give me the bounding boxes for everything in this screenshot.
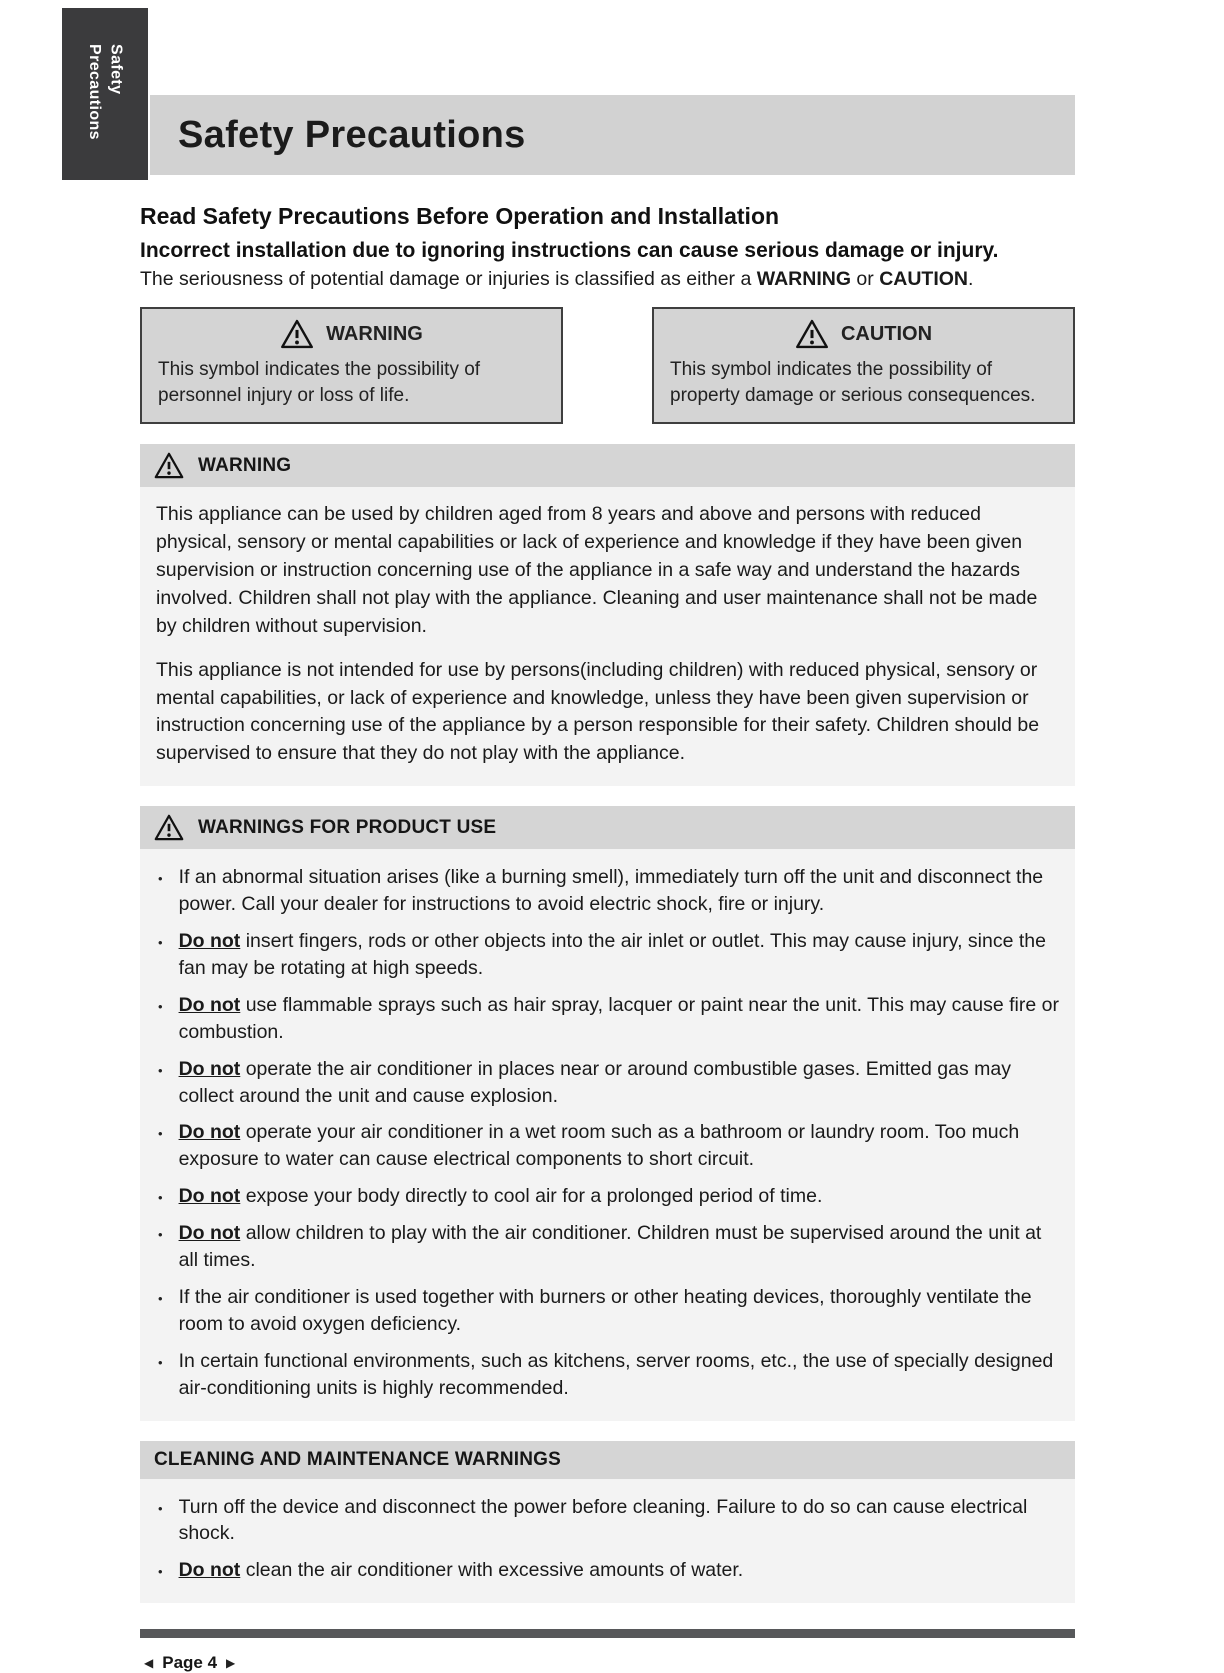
bullet-icon: • <box>158 1062 163 1078</box>
cleaning-bullet-list <box>140 1479 1075 1604</box>
list-item: • Do not clean the air conditioner with excessive amounts of water. <box>144 1552 1065 1589</box>
cleaning-section-title: CLEANING AND MAINTENANCE WARNINGS <box>154 1448 562 1470</box>
page-number-label: Page 4 <box>162 1653 218 1673</box>
bullet-icon: • <box>158 871 163 887</box>
warning-paragraph: This appliance can be used by children aged from 8 years and above and persons with reduced physical, sensory or mental capabilities or lack of experience and knowledge if they have been given supervision or instruction concerning use of the appliance in a safe way and understand the hazards involved. Children shall not play with the appliance. Cleaning and user maintenance shall not be made by children without supervision. <box>156 503 1038 637</box>
bullet-icon: • <box>158 934 163 950</box>
previous-page-icon[interactable]: ◀ <box>144 1656 154 1671</box>
page-title: Safety Precautions <box>178 113 526 156</box>
classification-prefix: The seriousness of potential damage or injuries is classified as either a <box>140 268 757 290</box>
list-item: • Do not use flammable sprays such as hair spray, lacquer or paint near the unit. This may cause fire or combustion. <box>144 987 1065 1051</box>
intro-subheading: Incorrect installation due to ignoring instructions can cause serious damage or injury. <box>140 239 999 262</box>
caution-keyword: CAUTION <box>879 268 969 290</box>
bullet-icon: • <box>158 1564 163 1580</box>
classification-suffix: . <box>968 268 974 290</box>
bullet-icon: • <box>158 1227 163 1243</box>
bullet-icon: • <box>158 1290 163 1306</box>
warning-box-description: This symbol indicates the possibility of personnel injury or loss of life. <box>158 359 481 406</box>
bullet-icon: • <box>158 998 163 1014</box>
list-item: • If an abnormal situation arises (like a burning smell), immediately turn off the unit and disconnect the power. Call your dealer for instructions to avoid electric shock, fire or injury. <box>144 859 1065 923</box>
warning-paragraph: This appliance is not intended for use by persons(including children) with reduced physical, sensory or mental capabilities, or lack of experience and knowledge, unless they have been given supervision or instruction concerning use of the appliance by a person responsible for their safety. Children should be supervised to ensure that they do not play with the appliance. <box>156 658 1040 765</box>
classification-line <box>140 268 1075 291</box>
warning-symbol-box <box>140 307 563 424</box>
warning-section-title: WARNING <box>198 454 292 476</box>
warning-section-body <box>140 487 1075 786</box>
bullet-icon: • <box>158 1126 163 1142</box>
title-bar <box>150 95 1075 175</box>
warning-box-header <box>158 319 545 349</box>
warning-triangle-icon <box>154 814 184 841</box>
list-item: • Do not allow children to play with the air conditioner. Children must be supervised around the unit at all times. <box>144 1215 1065 1279</box>
warning-triangle-icon <box>795 319 829 349</box>
chapter-tab <box>62 8 148 180</box>
caution-box-header <box>670 319 1057 349</box>
list-item: • Do not operate the air conditioner in places near or around combustible gases. Emitted gas may collect around the unit and cause explosion. <box>144 1051 1065 1115</box>
page-content <box>140 203 1075 1673</box>
product-use-section-title: WARNINGS FOR PRODUCT USE <box>198 816 497 838</box>
product-use-bullet-list <box>140 849 1075 1420</box>
list-item: • Do not expose your body directly to cool air for a prolonged period of time. <box>144 1178 1065 1215</box>
warning-section-header <box>140 444 1075 487</box>
warning-triangle-icon <box>280 319 314 349</box>
bullet-icon: • <box>158 1354 163 1370</box>
list-item: • If the air conditioner is used together with burners or other heating devices, thoroughly ventilate the room to avoid oxygen deficiency. <box>144 1279 1065 1343</box>
product-use-section-header <box>140 806 1075 849</box>
warning-box-label: WARNING <box>326 322 423 345</box>
bullet-icon: • <box>158 1500 163 1516</box>
symbol-boxes <box>140 307 1075 424</box>
intro-heading: Read Safety Precautions Before Operation and Installation <box>140 203 780 229</box>
chapter-tab-label: Safety Precautions <box>86 44 125 140</box>
classification-middle: or <box>851 268 880 290</box>
warning-keyword: WARNING <box>756 268 851 290</box>
list-item: • In certain functional environments, such as kitchens, server rooms, etc., the use of specially designed air-conditioning units is highly recommended. <box>144 1343 1065 1407</box>
list-item: • Do not operate your air conditioner in a wet room such as a bathroom or laundry room. Too much exposure to water can cause electrical components to short circuit. <box>144 1114 1065 1178</box>
footer-divider <box>140 1629 1075 1638</box>
page-navigation <box>140 1653 1075 1673</box>
next-page-icon[interactable]: ▶ <box>226 1656 236 1671</box>
caution-box-label: CAUTION <box>840 322 933 345</box>
cleaning-section-header <box>140 1441 1075 1479</box>
warning-triangle-icon <box>154 452 184 479</box>
list-item: • Turn off the device and disconnect the power before cleaning. Failure to do so can cause electrical shock. <box>144 1489 1065 1553</box>
caution-symbol-box <box>652 307 1075 424</box>
caution-box-description: This symbol indicates the possibility of property damage or serious consequences. <box>670 359 1036 406</box>
bullet-icon: • <box>158 1190 163 1206</box>
list-item: • Do not insert fingers, rods or other objects into the air inlet or outlet. This may cause injury, since the fan may be rotating at high speeds. <box>144 923 1065 987</box>
